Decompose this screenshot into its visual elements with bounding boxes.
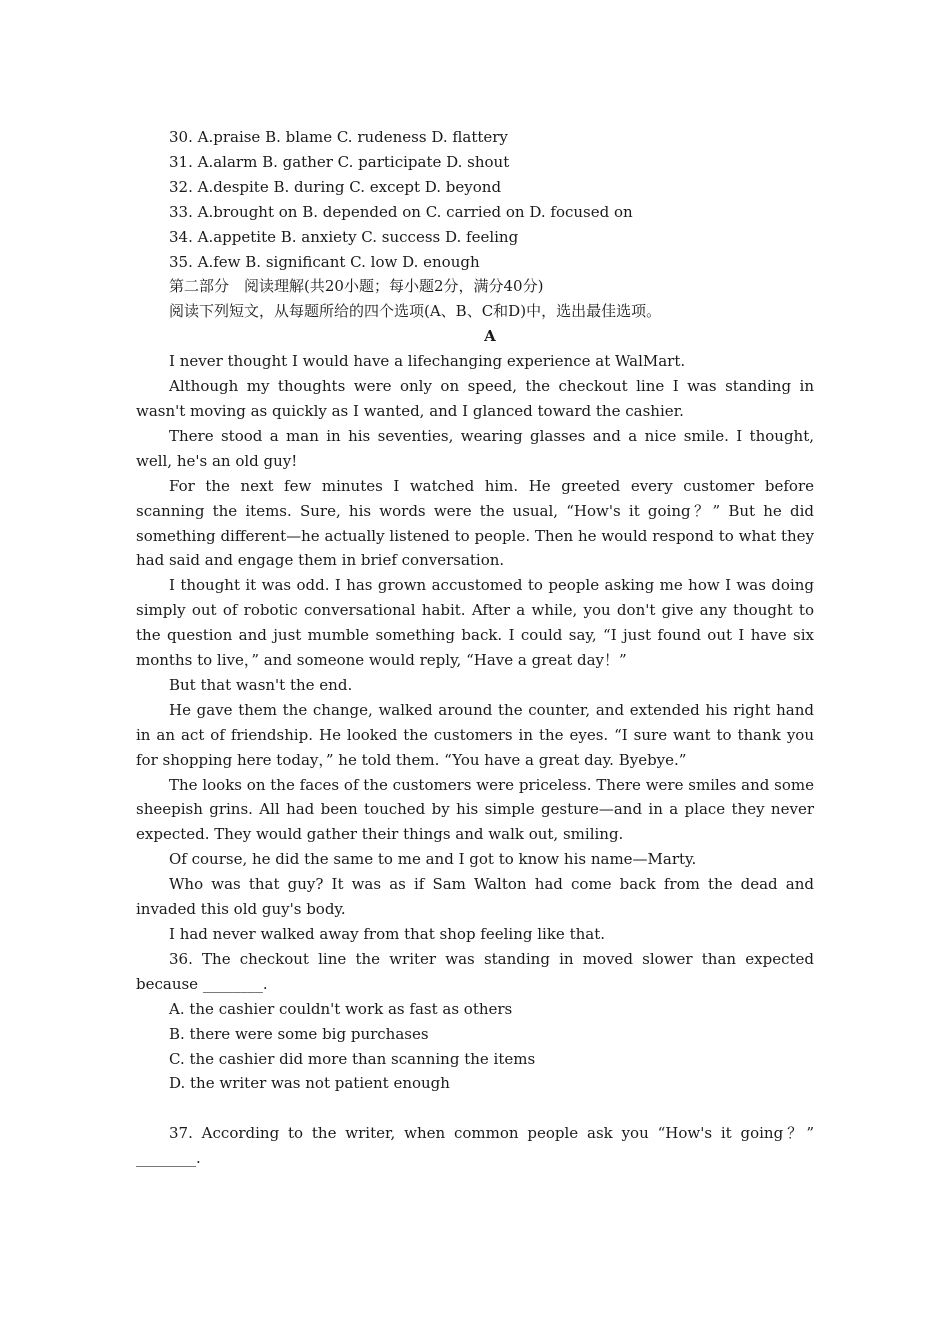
document-body [136, 125, 814, 1171]
question-36-option-d: D. the writer was not patient enough [169, 1074, 450, 1093]
passage-paragraph-5: I thought it was odd. I has grown accustomed to people asking me how I was doing simply out of robotic conversational habit. After a while, you don't give any thought to the question and just mumble something back. I could say, “I just found out I have six months to live，” and someone would reply, “Have a great day！” [136, 576, 814, 670]
passage-paragraph-9: Of course, he did the same to me and I got to know his name—Marty. [169, 850, 697, 869]
vocab-option-35: 35. A.few B. significant C. low D. enough [169, 252, 480, 271]
vocab-option-31: 31. A.alarm B. gather C. participate D. shout [169, 152, 510, 171]
question-36 [136, 947, 814, 1096]
vocab-option-34: 34. A.appetite B. anxiety C. success D. feeling [169, 227, 519, 246]
reading-passage [136, 349, 814, 947]
question-36-option-c: C. the cashier did more than scanning the items [169, 1049, 536, 1068]
passage-label: A [484, 327, 496, 346]
passage-paragraph-4: For the next few minutes I watched him. He greeted every customer before scanning the items. Sure, his words were the usual, “How's it going？” But he did something different—he actually listened to people. Then he would respond to what they had said and engage them in brief conversation. [136, 476, 814, 570]
passage-paragraph-11: I had never walked away from that shop feeling like that. [169, 925, 605, 943]
passage-paragraph-7: He gave them the change, walked around the counter, and extended his right hand in an act of friendship. He looked the customers in the eyes. “I sure want to thank you for shopping here today，” he told them. “You have a great day. Byebye.” [136, 700, 814, 769]
vocab-option-30: 30. A.praise B. blame C. rudeness D. flattery [169, 128, 508, 146]
vocab-option-32: 32. A.despite B. during C. except D. beyond [169, 177, 502, 196]
vocab-options-list [136, 125, 814, 274]
passage-paragraph-10: Who was that guy? It was as if Sam Walton had come back from the dead and invaded this old guy's body. [136, 875, 814, 919]
passage-paragraph-1: I never thought I would have a lifechanging experience at WalMart. [169, 352, 686, 371]
section-instruction: 阅读下列短文，从每题所给的四个选项(A、B、C和D)中，选出最佳选项。 [169, 302, 662, 321]
question-37 [136, 1121, 814, 1171]
question-37-stem: 37. According to the writer, when common people ask you “How's it going？” ________. [136, 1124, 814, 1168]
passage-paragraph-3: There stood a man in his seventies, wearing glasses and a nice smile. I thought, well, he's an old guy! [136, 426, 814, 470]
question-36-option-a: A. the cashier couldn't work as fast as others [169, 999, 513, 1018]
passage-paragraph-8: The looks on the faces of the customers were priceless. There were smiles and some sheepish grins. All had been touched by his simple gesture—and in a place they never expected. They would gather their things and walk out, smiling. [136, 775, 814, 844]
question-36-stem: 36. The checkout line the writer was standing in moved slower than expected because ________. [136, 949, 814, 993]
vocab-option-33: 33. A.brought on B. depended on C. carried on D. focused on [169, 202, 633, 221]
question-36-option-b: B. there were some big purchases [169, 1024, 429, 1043]
blank-line [136, 1096, 814, 1121]
section-title: 第二部分 阅读理解(共20小题；每小题2分，满分40分) [169, 277, 544, 296]
passage-paragraph-2: Although my thoughts were only on speed, the checkout line I was standing in wasn't moving as quickly as I wanted, and I glanced toward the cashier. [136, 377, 814, 420]
passage-paragraph-6: But that wasn't the end. [169, 675, 353, 694]
